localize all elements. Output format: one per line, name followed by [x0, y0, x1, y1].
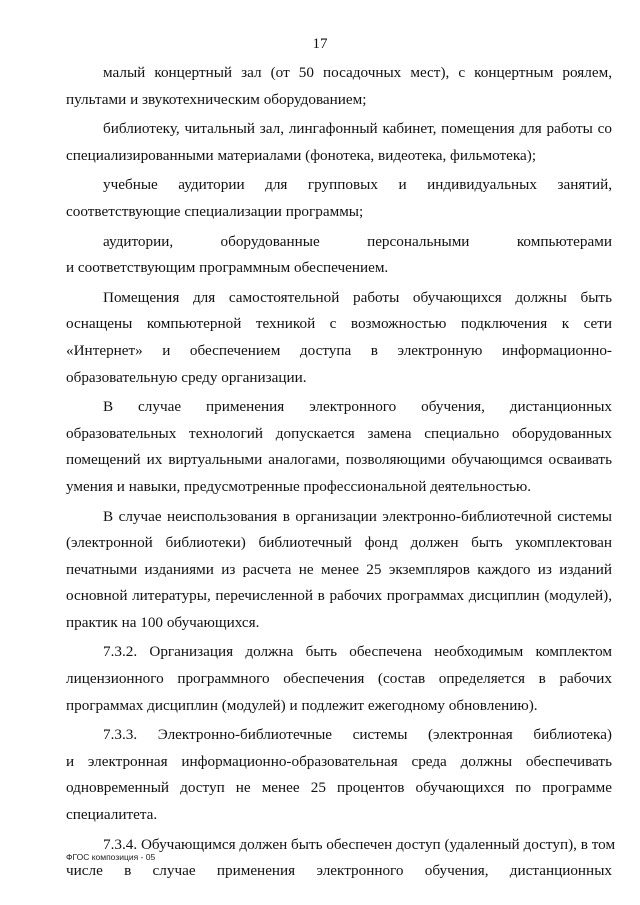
text-line: умения и навыки, предусмотренные профессиональной деятельностью.	[66, 477, 532, 495]
text-line: В случае неиспользования в организации электронно-библиотечной системы	[103, 507, 612, 525]
paragraph	[66, 229, 612, 282]
text-line: помещений их виртуальными аналогами, позволяющими обучающимся осваивать	[66, 451, 612, 469]
paragraph	[66, 172, 612, 225]
text-line: основной литературы, перечисленной в рабочих программах дисциплин (модулей),	[66, 587, 612, 605]
footer-label: ФГОС композиция - 05	[66, 852, 156, 862]
text-line: и соответствующим программным обеспечением.	[66, 259, 389, 277]
text-line: печатными изданиями из расчета не менее 25 экземпляров каждого из изданий	[66, 560, 612, 578]
text-line: малый концертный зал (от 50 посадочных мест), с концертным роялем,	[103, 64, 612, 81]
text-line: 7.3.2. Организация должна быть обеспечена необходимым комплектом	[103, 643, 612, 661]
text-line: 7.3.3. Электронно-библиотечные системы (электронная библиотека)	[103, 726, 612, 744]
text-line: и электронная информационно-образовательная среда должны обеспечивать	[66, 752, 612, 770]
text-line: программах дисциплин (модулей) и подлежит ежегодному обновлению).	[66, 696, 538, 714]
text-line: специалитета.	[66, 806, 158, 824]
paragraph	[66, 722, 612, 828]
paragraph	[66, 285, 612, 391]
page-number: 17	[312, 36, 328, 52]
text-line: соответствующие специализации программы;	[66, 202, 364, 220]
text-line: лицензионного программного обеспечения (состав определяется в рабочих	[66, 670, 612, 688]
text-line: аудитории, оборудованные персональными компьютерами	[103, 232, 612, 250]
text-line: «Интернет» и обеспечением доступа в электронную информационно-	[66, 341, 612, 359]
text-line: В случае применения электронного обучения, дистанционных	[103, 398, 612, 416]
text-line: Помещения для самостоятельной работы обучающихся должны быть	[103, 288, 612, 306]
paragraph	[66, 60, 612, 113]
text-line: библиотеку, читальный зал, лингафонный кабинет, помещения для работы со	[103, 120, 612, 138]
text-line: учебные аудитории для групповых и индивидуальных занятий,	[103, 176, 612, 194]
text-line: пультами и звукотехническим оборудованием;	[66, 90, 367, 108]
paragraph	[66, 504, 612, 637]
text-line: (электронной библиотеки) библиотечный фонд должен быть укомплектован	[66, 534, 612, 552]
text-line: 7.3.4. Обучающимся должен быть обеспечен доступ (удаленный доступ), в том	[103, 835, 616, 853]
paragraph	[66, 116, 612, 169]
paragraph	[66, 394, 612, 500]
text-line: одновременный доступ не менее 25 процентов обучающихся по программе	[66, 779, 612, 797]
text-line: оснащены компьютерной техникой с возможностью подключения к сети	[66, 315, 612, 333]
text-line: специализированными материалами (фонотека, видеотека, фильмотека);	[66, 146, 537, 164]
paragraph	[66, 639, 612, 719]
text-line: образовательных технологий допускается замена специально оборудованных	[66, 424, 612, 442]
text-line: числе в случае применения электронного обучения, дистанционных	[66, 862, 612, 880]
body-text	[66, 60, 616, 888]
text-line: образовательную среду организации.	[66, 368, 307, 386]
text-line: практик на 100 обучающихся.	[66, 613, 260, 631]
